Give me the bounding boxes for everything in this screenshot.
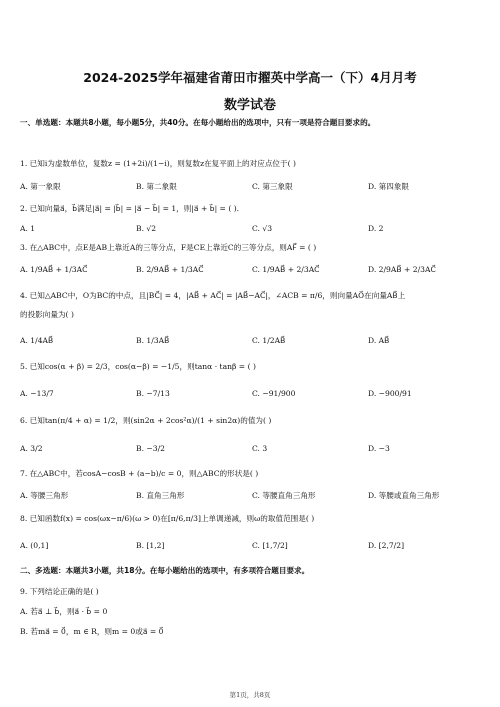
question-1-option-c: C. 第三象限 <box>252 182 293 191</box>
question-8-options <box>20 541 480 551</box>
page-footer: 第1页，共8页 <box>229 691 271 699</box>
question-4-options <box>20 336 480 346</box>
question-1-options <box>20 182 480 192</box>
question-1-option-a: A. 第一象限 <box>20 182 61 191</box>
question-3-stem: 3. 在△ABC中，点E是AB上靠近A的三等分点，F是CE上靠近C的三等分点，则AF⃗ = ( ) <box>20 243 317 252</box>
exam-title: 2024-2025学年福建省莆田市擢英中学高一（下）4月月考 <box>83 70 417 85</box>
question-3-option-a: A. 1/9AB⃗ + 1/3AC⃗ <box>20 265 88 274</box>
question-6-option-b: B. −3/2 <box>136 444 165 453</box>
question-7-option-c: C. 等腰直角三角形 <box>252 491 316 500</box>
question-3-options <box>20 265 480 275</box>
question-1-option-d: D. 第四象限 <box>368 182 410 191</box>
question-6-option-c: C. 3 <box>252 444 268 453</box>
question-4-stem-line2: 的投影向量为( ) <box>20 310 74 319</box>
question-8-option-b: B. [1,2] <box>136 541 165 550</box>
question-4-option-a: A. 1/4AB⃗ <box>20 336 54 345</box>
question-7-option-b: B. 直角三角形 <box>136 491 185 500</box>
question-3-option-d: D. 2/9AB⃗ + 2/3AC⃗ <box>368 265 436 274</box>
question-3-option-b: B. 2/9AB⃗ + 1/3AC⃗ <box>136 265 204 274</box>
question-8-option-a: A. (0,1] <box>20 541 49 550</box>
question-7-stem: 7. 在△ABC中，若cosA−cosB + (a−b)/c = 0，则△ABC的形状是( ) <box>20 469 259 478</box>
question-2-stem: 2. 已知向量a⃗，b⃗满足|a⃗| = |b⃗| = |a⃗ − b⃗| = 1，则|a⃗ + b⃗| = ( ). <box>20 204 240 213</box>
question-7-option-a: A. 等腰三角形 <box>20 491 69 500</box>
question-8-stem: 8. 已知函数f(x) = cos(ωx−π/6)(ω > 0)在[π/6,π/3]上单调递减，则ω的取值范围是( ) <box>20 514 315 523</box>
question-9-stem: 9. 下列结论正确的是( ) <box>20 587 99 596</box>
question-2-option-d: D. 2 <box>368 224 384 233</box>
question-9-option-a: A. 若a⃗ ⊥ b⃗，则a⃗ · b⃗ = 0 <box>20 607 108 616</box>
question-6-option-a: A. 3/2 <box>20 444 43 453</box>
question-5-option-c: C. −91/900 <box>252 389 296 398</box>
question-6-option-d: D. −3 <box>368 444 390 453</box>
section-multi-choice-heading: 二、多选题：本题共3小题，共18分。在每小题给出的选项中，有多项符合题目要求。 <box>20 566 310 575</box>
question-1-stem: 1. 已知i为虚数单位，复数z = (1+2i)/(1−i)，则复数z在复平面上的对应点位于( ) <box>20 159 296 168</box>
exam-subtitle: 数学试卷 <box>223 98 276 113</box>
question-4-option-d: D. AB⃗ <box>368 336 390 345</box>
question-2-options <box>20 224 480 234</box>
question-2-option-c: C. √3 <box>252 224 273 233</box>
question-8-option-c: C. [1,7/2] <box>252 541 288 550</box>
question-3-option-c: C. 1/9AB⃗ + 2/3AC⃗ <box>252 265 320 274</box>
question-9-option-b: B. 若ma⃗ = 0⃗，m ∈ R，则m = 0或a⃗ = 0⃗ <box>20 627 164 636</box>
question-6-options <box>20 444 480 454</box>
question-4-option-b: B. 1/3AB⃗ <box>136 336 170 345</box>
question-5-options <box>20 389 480 399</box>
question-5-stem: 5. 已知cos(α + β) = 2/3，cos(α−β) = −1/5，则tanα · tanβ = ( ) <box>20 362 256 371</box>
question-8-option-d: D. [2,7/2] <box>368 541 405 550</box>
question-4-option-c: C. 1/2AB⃗ <box>252 336 286 345</box>
question-7-options <box>20 491 480 501</box>
question-6-stem: 6. 已知tan(π/4 + α) = 1/2，则(sin2α + 2cos²α)/(1 + sin2α)的值为( ) <box>20 416 272 425</box>
question-2-option-a: A. 1 <box>20 224 36 233</box>
question-5-option-a: A. −13/7 <box>20 389 54 398</box>
question-5-option-d: D. −900/91 <box>368 389 412 398</box>
question-4-stem-line1: 4. 已知△ABC中，O为BC的中点，且|BC⃗| = 4，|AB⃗ + AC⃗| = |AB⃗−AC⃗|，∠ACB = π/6，则向量AO⃗在向量AB⃗上 <box>20 291 406 300</box>
section-single-choice-heading: 一、单选题：本题共8小题，每小题5分，共40分。在每小题给出的选项中，只有一项是符合题目要求的。 <box>20 118 376 127</box>
question-1-option-b: B. 第二象限 <box>136 182 177 191</box>
question-7-option-d: D. 等腰或直角三角形 <box>368 491 440 500</box>
question-5-option-b: B. −7/13 <box>136 389 170 398</box>
question-2-option-b: B. √2 <box>136 224 157 233</box>
